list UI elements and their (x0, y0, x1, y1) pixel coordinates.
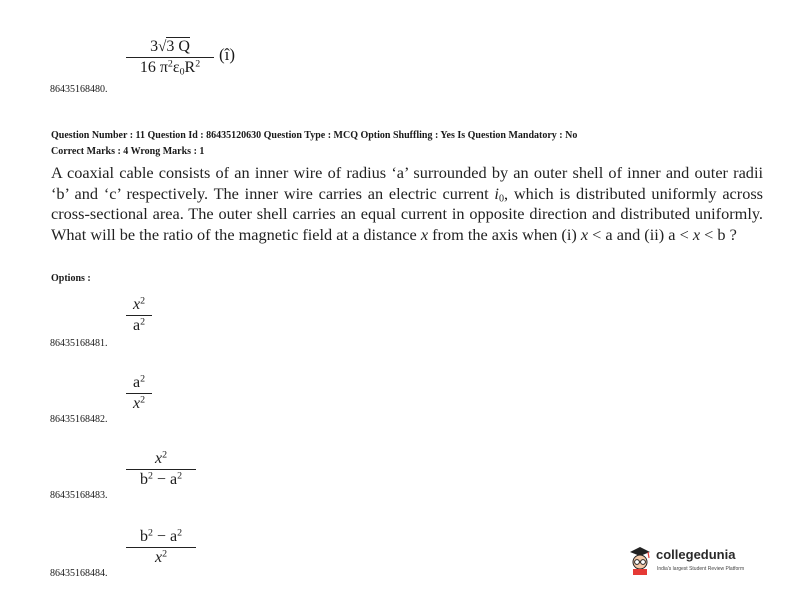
collegedunia-logo (627, 545, 767, 581)
option-2-fraction: $a^2$ $x^2$ (126, 374, 152, 413)
question-text: A coaxial cable consists of an inner wire of radius ‘a’ surrounded by an outer shell of inner and outer radii ‘b’ and ‘c’ respectively. The inner wire carries an electric current $i_0$, which is distributed uniformly across cross-sectional area. The outer shell carries an equal current in opposite direction and distributed uniformly. What will be the ratio of the magnetic field at a distance x from the axis when (i) x < a and (ii) a < x < b ? (51, 163, 764, 244)
prev-option-fraction (126, 38, 214, 77)
option-1-id[interactable]: 86435168481. (50, 338, 108, 349)
option-4-fraction: $b^2 - a^2$ $x^2$ (126, 528, 196, 567)
logo-wordmark: collegedunia (656, 547, 736, 562)
options-label: Options : (51, 273, 91, 284)
option-1-fraction: $x^2$ $a^2$ (126, 296, 152, 335)
student-mascot-icon (627, 545, 653, 575)
option-3-fraction: $x^2$ $b^2 - a^2$ (126, 450, 196, 489)
option-2-id[interactable]: 86435168482. (50, 414, 108, 425)
unit-vector-i: (î) (219, 45, 236, 64)
option-3-id[interactable]: 86435168483. (50, 490, 108, 501)
question-marks: Correct Marks : 4 Wrong Marks : 1 (51, 146, 205, 157)
option-4-id[interactable]: 86435168484. (50, 568, 108, 579)
logo-tagline: India's largest Student Review Platform (657, 566, 745, 572)
prev-numerator: 3√3 Q (150, 38, 190, 55)
question-meta: Question Number : 11 Question Id : 86435120630 Question Type : MCQ Option Shuffling : Yes Is Question Mandatory : No (51, 130, 578, 141)
prev-denominator: 16 $\pi^2\varepsilon_0R^2$ (139, 58, 201, 78)
prev-option-id: 86435168480. (50, 84, 108, 95)
